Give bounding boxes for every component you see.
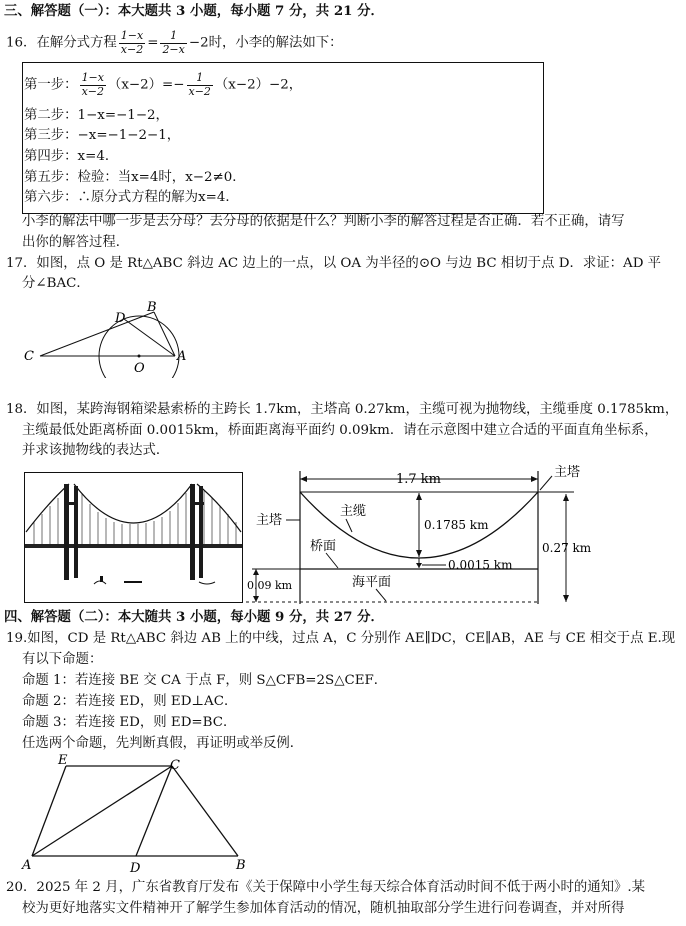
label-gap: 0.0015 km <box>448 558 513 572</box>
q17-figure <box>20 298 200 378</box>
label-c: C <box>24 349 34 364</box>
bridge-photo <box>24 472 244 604</box>
label-deck: 桥面 <box>310 539 337 554</box>
section-title: 三、解答题（一）：本大题共 3 小题，每小题 7 分，共 21 分． <box>4 3 384 19</box>
label-tower-left: 主塔 <box>256 513 283 528</box>
segment-cd <box>136 766 172 856</box>
step-4: 第四步：x=4． <box>24 149 119 164</box>
label-span: 1.7 km <box>396 472 442 487</box>
q19-text: 19.如图，CD 是 Rt△ABC 斜边 AB 上的中线，过点 A，C 分别作 AE∥DC，CE∥AB，AE 与 CE 相交于点 E.现 <box>6 631 676 646</box>
fraction: $\frac{1}{2-x}$ <box>162 29 185 56</box>
step-6: 第六步：∴原分式方程的解为x=4． <box>24 190 239 205</box>
segment-cb <box>172 766 238 856</box>
q19-text-cont: 有以下命题： <box>22 652 103 667</box>
q16-question: 小李的解法中哪一步是去分母？去分母的依据是什么？判断小李的解答过程是否正确．若不正确，请写 <box>22 214 625 229</box>
segment-ac <box>32 766 172 856</box>
label-b: B <box>147 300 157 315</box>
segment-ea <box>32 766 66 856</box>
label-height: 0.27 km <box>542 541 592 555</box>
q18-text-cont2: 并求该抛物线的表达式． <box>22 443 170 458</box>
proposition-2: 命题 2：若连接 ED，则 ED⊥AC． <box>22 694 238 709</box>
step-1: 第一步： $\frac{1-x}{x-2}$ （x−2）=− $\frac{1}{x-2}$ （x−2）−2， <box>24 71 303 98</box>
label-o: O <box>134 361 145 376</box>
label-sea-gap: 0.09 km <box>247 579 293 592</box>
label-b: B <box>236 858 246 873</box>
q17-text-cont: 分∠BAC． <box>22 276 90 291</box>
q19-task: 任选两个命题，先判断真假，再证明或举反例． <box>22 736 304 751</box>
label-sag: 0.1785 km <box>424 518 489 532</box>
fraction: $\frac{1-x}{x-2}$ <box>120 29 144 56</box>
q17-text: 17．如图，点 O 是 Rt△ABC 斜边 AC 边上的一点，以 OA 为半径的⊙O 与边 BC 相切于点 D．求证：AD 平 <box>6 256 662 271</box>
q19-figure <box>20 752 260 874</box>
label-c: C <box>170 758 180 773</box>
proposition-3: 命题 3：若连接 ED，则 ED=BC． <box>22 715 237 730</box>
label-d: D <box>130 861 141 874</box>
q20-text: 20．2025 年 2 月，广东省教育厅发布《关于保障中小学生每天综合体育活动时间不低于两小时的通知》.某 <box>6 880 646 895</box>
segment-ad <box>124 319 175 356</box>
q20-text-cont: 校为更好地落实文件精神开了解学生参加体育活动的情况，随机抽取部分学生进行问卷调查，并对所得 <box>22 901 625 916</box>
bridge-diagram <box>246 462 596 608</box>
label-cable: 主缆 <box>340 504 367 519</box>
step-5: 第五步：检验：当x=4时，x−2≠0． <box>24 170 246 185</box>
q16-intro: 16．在解分式方程 $\frac{1-x}{x-2}$ = $\frac{1}{2-x}$ −2时，小李的解法如下： <box>6 29 343 56</box>
label-tower-right: 主塔 <box>554 465 581 480</box>
label-e: E <box>58 753 68 768</box>
proposition-1: 命题 1：若连接 BE 交 CA 于点 F，则 S△CFB=2S△CEF． <box>22 673 388 688</box>
q18-text: 18．如图，某跨海钢箱梁悬索桥的主跨长 1.7km，主塔高 0.27km，主缆可视为抛物线，主缆垂度 0.1785km， <box>6 402 679 417</box>
q18-text-cont1: 主缆最低处距离桥面 0.0015km，桥面距离海平面约 0.09km．请在示意图中建立合适的平面直角坐标系， <box>22 423 658 438</box>
section-title: 四、解答题（二）：本大随共 3 小题，每小题 9 分，共 27 分． <box>4 609 384 625</box>
label-d: D <box>115 311 126 326</box>
segment-cb <box>40 312 154 356</box>
label-a: A <box>177 349 187 364</box>
step-2: 第二步：1−x=−1−2， <box>24 108 169 123</box>
label-sea: 海平面 <box>352 575 392 590</box>
q16-question-cont: 出你的解答过程． <box>22 235 130 250</box>
label-a: A <box>22 858 32 873</box>
point-o <box>138 355 141 358</box>
step-3: 第三步：−x=−1−2−1， <box>24 128 181 143</box>
